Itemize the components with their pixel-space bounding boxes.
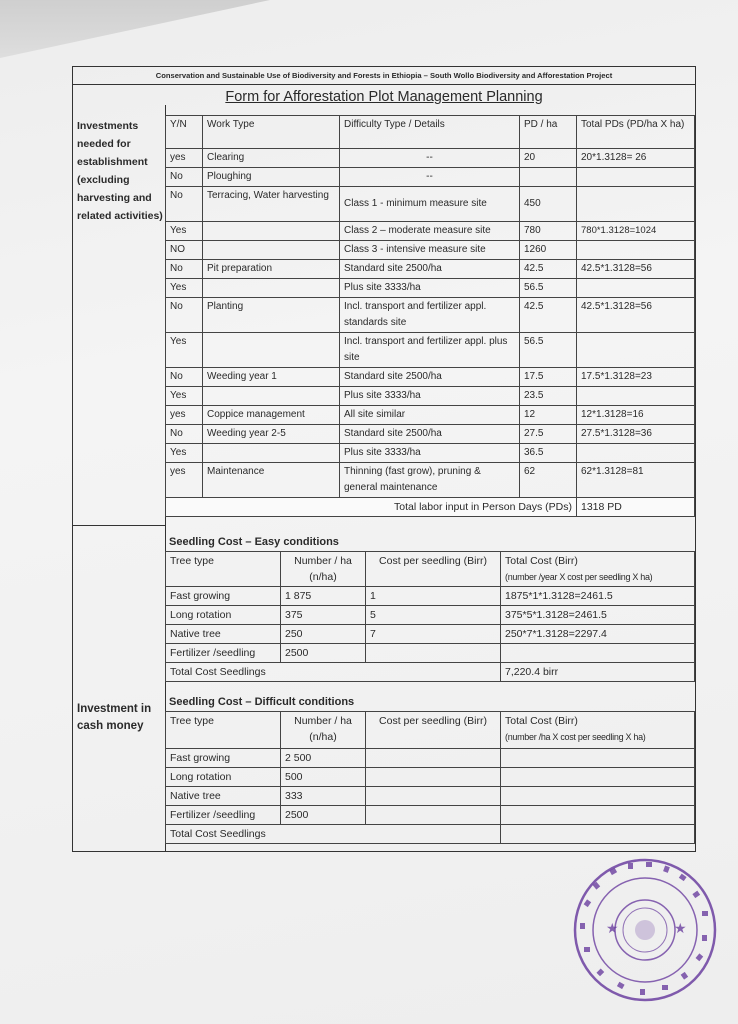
table-row xyxy=(166,260,695,279)
yn-cell: No xyxy=(166,298,203,333)
column-header: Tree type xyxy=(166,552,281,587)
total-cell xyxy=(501,787,695,806)
total-cost-value xyxy=(501,825,695,844)
table-row xyxy=(166,241,695,260)
total-cost-formula: (number /year X cost per seedling X ha) xyxy=(505,572,653,582)
detail-cell: Plus site 3333/ha xyxy=(340,444,520,463)
detail-cell: All site similar xyxy=(340,406,520,425)
tree-type-cell: Long rotation xyxy=(166,606,281,625)
table-row xyxy=(166,787,695,806)
yn-cell: No xyxy=(166,187,203,222)
total-cost-header: Total Cost (Birr) xyxy=(505,715,578,727)
pd-cell: 36.5 xyxy=(520,444,577,463)
total-cost-value: 7,220.4 birr xyxy=(501,663,695,682)
labor-total-label: Total labor input in Person Days (PDs) xyxy=(166,498,577,517)
investments-label: Investments needed for establishment (excluding harvesting and related activities) xyxy=(77,120,163,222)
total-cell xyxy=(501,806,695,825)
column-header xyxy=(501,712,695,749)
table-row xyxy=(166,368,695,387)
number-cell: 333 xyxy=(281,787,366,806)
column-header: PD / ha xyxy=(520,116,577,149)
table-header-row xyxy=(166,116,695,149)
category-divider xyxy=(73,525,165,526)
pd-cell: 20 xyxy=(520,149,577,168)
column-header: Cost per seedling (Birr) xyxy=(366,712,501,749)
detail-cell: Class 2 – moderate measure site xyxy=(340,222,520,241)
table-row xyxy=(166,587,695,606)
total-cost-label: Total Cost Seedlings xyxy=(166,825,501,844)
total-cell: 20*1.3128= 26 xyxy=(577,149,695,168)
tree-type-cell: Long rotation xyxy=(166,768,281,787)
difficult-section-title: Seedling Cost – Difficult conditions xyxy=(169,696,355,708)
table-row xyxy=(166,187,695,222)
work-type-cell: Maintenance xyxy=(203,463,340,498)
yn-cell: Yes xyxy=(166,333,203,368)
total-cost-header: Total Cost (Birr) xyxy=(505,555,578,567)
work-type-cell xyxy=(203,279,340,298)
pd-cell: 780 xyxy=(520,222,577,241)
detail-cell: Incl. transport and fertilizer appl. plus site xyxy=(340,333,520,368)
total-cell xyxy=(501,644,695,663)
number-cell: 2 500 xyxy=(281,749,366,768)
table-row xyxy=(166,298,695,333)
yn-cell: yes xyxy=(166,149,203,168)
work-type-cell: Weeding year 1 xyxy=(203,368,340,387)
pd-cell: 450 xyxy=(520,187,577,222)
pd-cell: 23.5 xyxy=(520,387,577,406)
pd-cell: 1260 xyxy=(520,241,577,260)
yn-cell: yes xyxy=(166,463,203,498)
pd-cell: 62 xyxy=(520,463,577,498)
table-row xyxy=(166,806,695,825)
column-header: Cost per seedling (Birr) xyxy=(366,552,501,587)
total-cell xyxy=(577,168,695,187)
number-cell: 375 xyxy=(281,606,366,625)
svg-text:★: ★ xyxy=(674,921,687,937)
detail-cell: Thinning (fast grow), pruning & general maintenance xyxy=(340,463,520,498)
work-type-cell: Terracing, Water harvesting xyxy=(203,187,340,222)
table-row xyxy=(166,749,695,768)
easy-seedling-table xyxy=(165,551,695,682)
column-header: Number / ha (n/ha) xyxy=(281,552,366,587)
table-row xyxy=(166,279,695,298)
total-cell: 17.5*1.3128=23 xyxy=(577,368,695,387)
total-cell: 375*5*1.3128=2461.5 xyxy=(501,606,695,625)
detail-cell: -- xyxy=(340,168,520,187)
number-cell: 2500 xyxy=(281,806,366,825)
table-row xyxy=(166,444,695,463)
table-row xyxy=(166,168,695,187)
cost-cell: 5 xyxy=(366,606,501,625)
tree-type-cell: Native tree xyxy=(166,787,281,806)
detail-cell: -- xyxy=(340,149,520,168)
yn-cell: No xyxy=(166,425,203,444)
table-row xyxy=(166,333,695,368)
detail-cell: Standard site 2500/ha xyxy=(340,260,520,279)
yn-cell: No xyxy=(166,168,203,187)
column-header: Difficulty Type / Details xyxy=(340,116,520,149)
cost-cell xyxy=(366,806,501,825)
table-row xyxy=(166,644,695,663)
labor-total-row xyxy=(166,498,695,517)
work-type-cell: Clearing xyxy=(203,149,340,168)
total-cell xyxy=(577,241,695,260)
total-cell xyxy=(501,768,695,787)
pd-cell: 12 xyxy=(520,406,577,425)
project-header: Conservation and Sustainable Use of Biodiversity and Forests in Ethiopia – South Wollo Biodiversity and Afforestation Project xyxy=(73,67,695,85)
total-row xyxy=(166,663,695,682)
yn-cell: Yes xyxy=(166,387,203,406)
table-row xyxy=(166,406,695,425)
pd-cell xyxy=(520,168,577,187)
table-row xyxy=(166,222,695,241)
tree-type-cell: Fast growing xyxy=(166,749,281,768)
table-header-row xyxy=(166,552,695,587)
number-cell: 250 xyxy=(281,625,366,644)
yn-cell: Yes xyxy=(166,444,203,463)
cost-cell: 1 xyxy=(366,587,501,606)
work-type-cell xyxy=(203,444,340,463)
total-cost-formula: (number /ha X cost per seedling X ha) xyxy=(505,732,646,742)
yn-cell: No xyxy=(166,260,203,279)
detail-cell: Class 3 - intensive measure site xyxy=(340,241,520,260)
pd-cell: 42.5 xyxy=(520,260,577,279)
cost-cell xyxy=(366,768,501,787)
cost-cell xyxy=(366,644,501,663)
tree-type-cell: Native tree xyxy=(166,625,281,644)
tree-type-cell: Fast growing xyxy=(166,587,281,606)
yn-cell: Yes xyxy=(166,279,203,298)
svg-text:★: ★ xyxy=(606,921,619,937)
total-cell xyxy=(577,444,695,463)
table-row xyxy=(166,463,695,498)
total-row xyxy=(166,825,695,844)
work-type-cell: Pit preparation xyxy=(203,260,340,279)
work-type-cell: Planting xyxy=(203,298,340,333)
total-cell: 42.5*1.3128=56 xyxy=(577,260,695,279)
total-cell: 42.5*1.3128=56 xyxy=(577,298,695,333)
total-cell xyxy=(501,749,695,768)
difficult-seedling-table xyxy=(165,711,695,844)
labor-total-value: 1318 PD xyxy=(577,498,695,517)
labor-table xyxy=(165,115,695,517)
pd-cell: 42.5 xyxy=(520,298,577,333)
column-header: Y/N xyxy=(166,116,203,149)
tree-type-cell: Fertilizer /seedling xyxy=(166,644,281,663)
pd-cell: 56.5 xyxy=(520,333,577,368)
column-header xyxy=(501,552,695,587)
column-header: Work Type xyxy=(203,116,340,149)
column-header: Total PDs (PD/ha X ha) xyxy=(577,116,695,149)
total-cell: 780*1.3128=1024 xyxy=(577,222,695,241)
work-type-cell: Weeding year 2-5 xyxy=(203,425,340,444)
work-type-cell: Coppice management xyxy=(203,406,340,425)
total-cell: 27.5*1.3128=36 xyxy=(577,425,695,444)
detail-cell: Standard site 2500/ha xyxy=(340,368,520,387)
cash-investment-label: Investment in cash money xyxy=(77,703,152,732)
left-category-column xyxy=(73,105,166,851)
total-cell xyxy=(577,387,695,406)
total-cell: 62*1.3128=81 xyxy=(577,463,695,498)
total-cell: 250*7*1.3128=2297.4 xyxy=(501,625,695,644)
detail-cell: Incl. transport and fertilizer appl. standards site xyxy=(340,298,520,333)
yn-cell: No xyxy=(166,368,203,387)
number-cell: 2500 xyxy=(281,644,366,663)
total-cell: 12*1.3128=16 xyxy=(577,406,695,425)
work-type-cell xyxy=(203,387,340,406)
table-row xyxy=(166,606,695,625)
work-type-cell xyxy=(203,222,340,241)
table-row xyxy=(166,625,695,644)
table-row xyxy=(166,149,695,168)
column-header: Tree type xyxy=(166,712,281,749)
table-row xyxy=(166,425,695,444)
tree-type-cell: Fertilizer /seedling xyxy=(166,806,281,825)
total-cell xyxy=(577,333,695,368)
yn-cell: yes xyxy=(166,406,203,425)
official-stamp xyxy=(570,855,720,1005)
yn-cell: Yes xyxy=(166,222,203,241)
cost-cell: 7 xyxy=(366,625,501,644)
work-type-cell xyxy=(203,333,340,368)
work-type-cell xyxy=(203,241,340,260)
total-cell: 1875*1*1.3128=2461.5 xyxy=(501,587,695,606)
pd-cell: 56.5 xyxy=(520,279,577,298)
table-row xyxy=(166,768,695,787)
number-cell: 1 875 xyxy=(281,587,366,606)
table-header-row xyxy=(166,712,695,749)
detail-cell: Plus site 3333/ha xyxy=(340,279,520,298)
work-type-cell: Ploughing xyxy=(203,168,340,187)
cost-cell xyxy=(366,787,501,806)
form-page xyxy=(72,66,696,852)
number-cell: 500 xyxy=(281,768,366,787)
cost-cell xyxy=(366,749,501,768)
easy-section-title: Seedling Cost – Easy conditions xyxy=(169,536,339,548)
detail-cell: Class 1 - minimum measure site xyxy=(340,187,520,222)
detail-cell: Plus site 3333/ha xyxy=(340,387,520,406)
pd-cell: 17.5 xyxy=(520,368,577,387)
table-row xyxy=(166,387,695,406)
total-cost-label: Total Cost Seedlings xyxy=(166,663,501,682)
total-cell xyxy=(577,187,695,222)
column-header: Number / ha (n/ha) xyxy=(281,712,366,749)
form-title: Form for Afforestation Plot Management Planning xyxy=(225,89,543,105)
total-cell xyxy=(577,279,695,298)
detail-cell: Standard site 2500/ha xyxy=(340,425,520,444)
pd-cell: 27.5 xyxy=(520,425,577,444)
yn-cell: NO xyxy=(166,241,203,260)
